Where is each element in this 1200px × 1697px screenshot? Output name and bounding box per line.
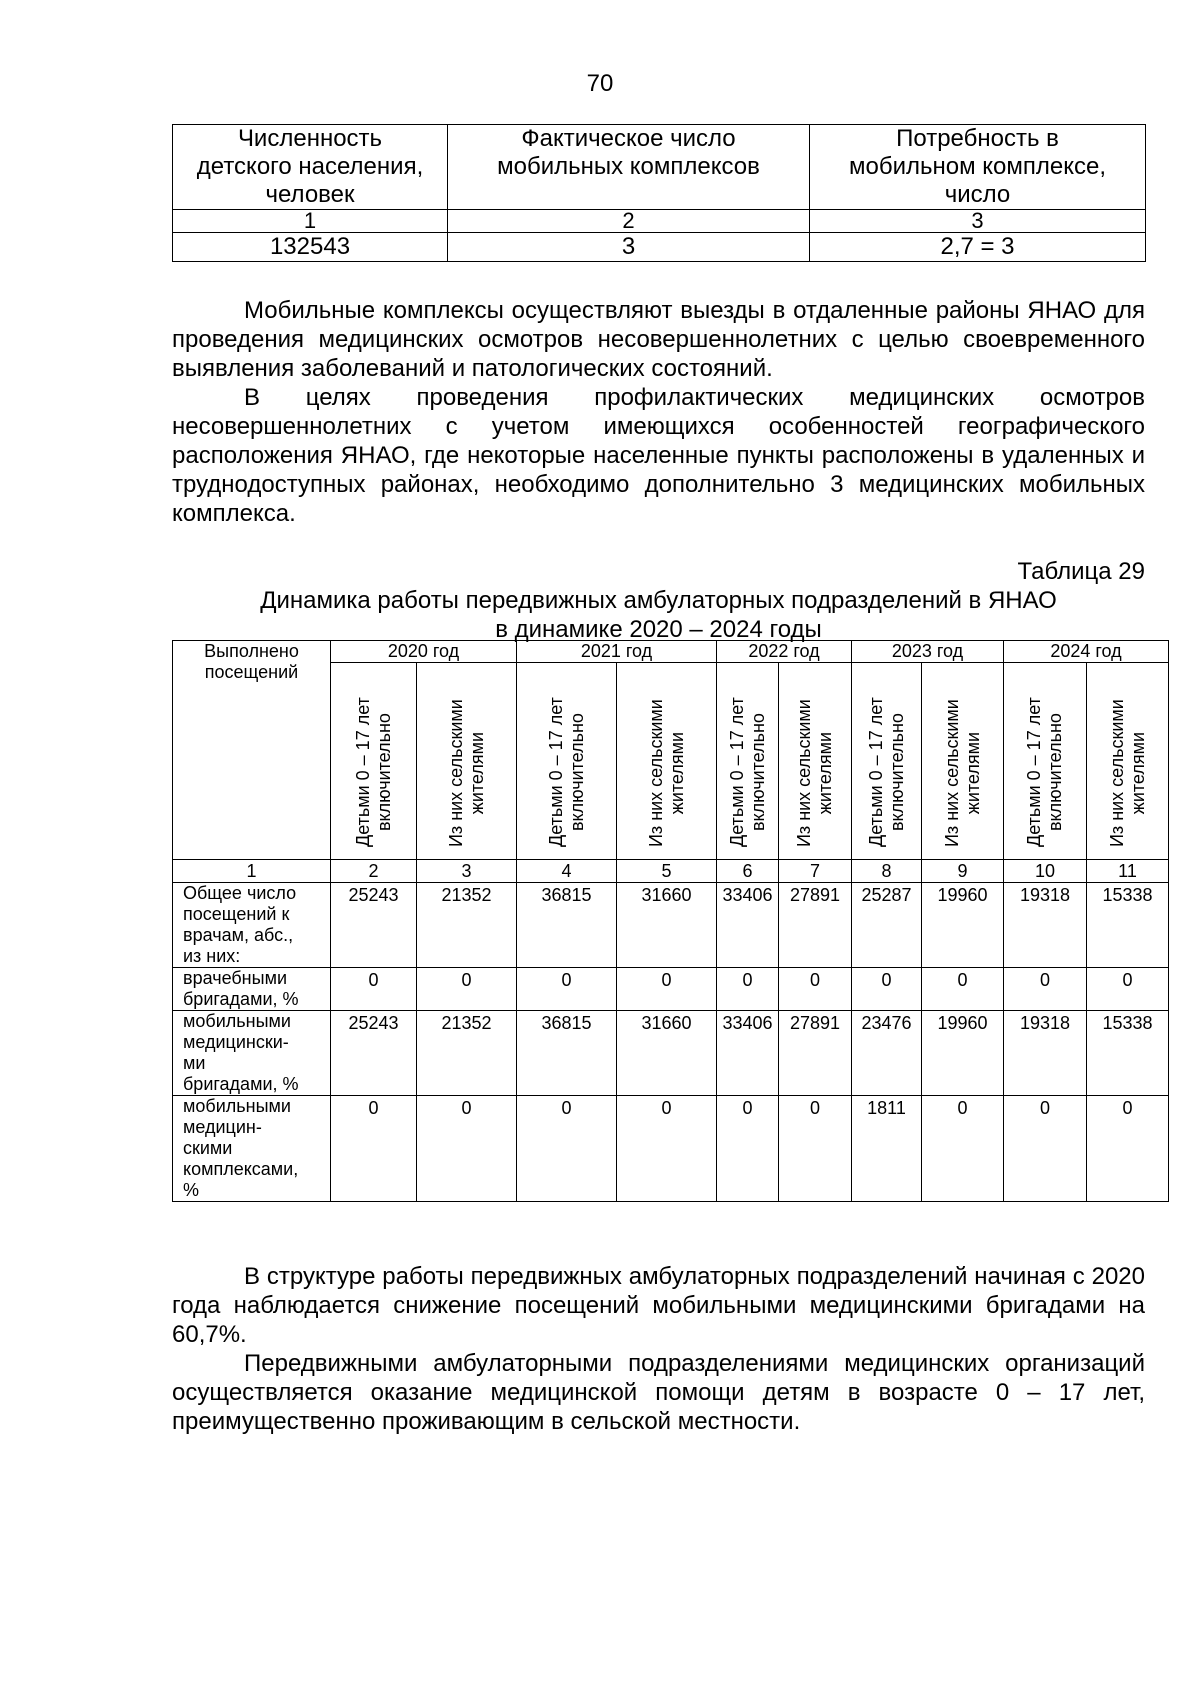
- header-year-2021: 2021 год: [517, 641, 717, 663]
- table-column-numbers: 1 2 3 4 5 6 7 8 9 10 11: [173, 860, 1169, 883]
- row-label-doctor-teams: врачебными бригадами, %: [173, 968, 331, 1011]
- header-year-2022: 2022 год: [717, 641, 852, 663]
- child-population-value: 132543: [173, 233, 448, 262]
- subheader-rural: Из них сельскими жителями: [779, 663, 852, 860]
- subheader-children: Детьми 0 – 17 лет включительно: [1004, 663, 1087, 860]
- header-year-2024: 2024 год: [1004, 641, 1169, 663]
- row-label-mobile-teams: мобильными медицински- ми бригадами, %: [173, 1011, 331, 1096]
- subheader-children: Детьми 0 – 17 лет включительно: [517, 663, 617, 860]
- paragraph: Передвижными амбулаторными подразделениями медицинских организаций осуществляется оказание медицинской помощи детям в возрасте 0 – 17 лет, преимущественно проживающим в сельской местности.: [172, 1350, 1145, 1435]
- header-year-2023: 2023 год: [852, 641, 1004, 663]
- paragraph: В структуре работы передвижных амбулаторных подразделений начиная с 2020 года наблюдается снижение посещений мобильными медицинскими бригадами на 60,7%.: [172, 1263, 1145, 1348]
- table-label: Таблица 29: [1017, 558, 1145, 585]
- row-label-mobile-complexes: мобильными медицин- скими комплексами, %: [173, 1096, 331, 1202]
- header-visits: Выполнено посещений: [173, 641, 331, 860]
- table-row: Общее число посещений к врачам, абс., из них: 25243 21352 36815 31660 33406 27891 25287 19960 19318 15338: [173, 883, 1169, 968]
- paragraph: В целях проведения профилактических медицинских осмотров несовершеннолетних с учетом имеющихся особенностей географического расположения ЯНАО, где некоторые населенные пункты расположены в удаленных и труднодоступных районах, необходимо дополнительно 3 медицинских мобильных комплекса.: [172, 384, 1145, 527]
- table-row: врачебными бригадами, % 0 0 0 0 0 0 0 0 0 0: [173, 968, 1169, 1011]
- subheader-children: Детьми 0 – 17 лет включительно: [717, 663, 779, 860]
- header-year-2020: 2020 год: [331, 641, 517, 663]
- body-text-1: [172, 296, 1145, 528]
- header-actual-complexes: Фактическое число мобильных комплексов: [448, 125, 810, 210]
- actual-complexes-value: 3: [448, 233, 810, 262]
- table-row: мобильными медицински- ми бригадами, % 25243 21352 36815 31660 33406 27891 23476 19960 19318 15338: [173, 1011, 1169, 1096]
- table-row: мобильными медицин- скими комплексами, % 0 0 0 0 0 0 1811 0 0 0: [173, 1096, 1169, 1202]
- body-text-2: [172, 1262, 1145, 1436]
- table-header-row: [173, 125, 1146, 210]
- mobile-complex-need-table: [172, 124, 1146, 262]
- table-row: [173, 233, 1146, 262]
- mobile-units-dynamics-table: [172, 640, 1169, 1202]
- table-caption: Динамика работы передвижных амбулаторных подразделений в ЯНАО в динамике 2020 – 2024 годы: [260, 587, 1057, 643]
- need-complexes-value: 2,7 = 3: [810, 233, 1146, 262]
- subheader-children: Детьми 0 – 17 лет включительно: [331, 663, 417, 860]
- header-need-complexes: Потребность в мобильном комплексе, число: [810, 125, 1146, 210]
- subheader-rural: Из них сельскими жителями: [1087, 663, 1169, 860]
- subheader-rural: Из них сельскими жителями: [617, 663, 717, 860]
- paragraph: Мобильные комплексы осуществляют выезды в отдаленные районы ЯНАО для проведения медицинских осмотров несовершеннолетних с целью своевременного выявления заболеваний и патологических состояний.: [172, 297, 1145, 382]
- subheader-rural: Из них сельскими жителями: [417, 663, 517, 860]
- table-column-numbers: 1 2 3: [173, 210, 1146, 233]
- subheader-rural: Из них сельскими жителями: [922, 663, 1004, 860]
- year-header-row: [173, 641, 1169, 663]
- page-number: 70: [586, 70, 614, 97]
- header-child-population: Численность детского населения, человек: [173, 125, 448, 210]
- subheader-children: Детьми 0 – 17 лет включительно: [852, 663, 922, 860]
- row-label-total-visits: Общее число посещений к врачам, абс., из них:: [173, 883, 331, 968]
